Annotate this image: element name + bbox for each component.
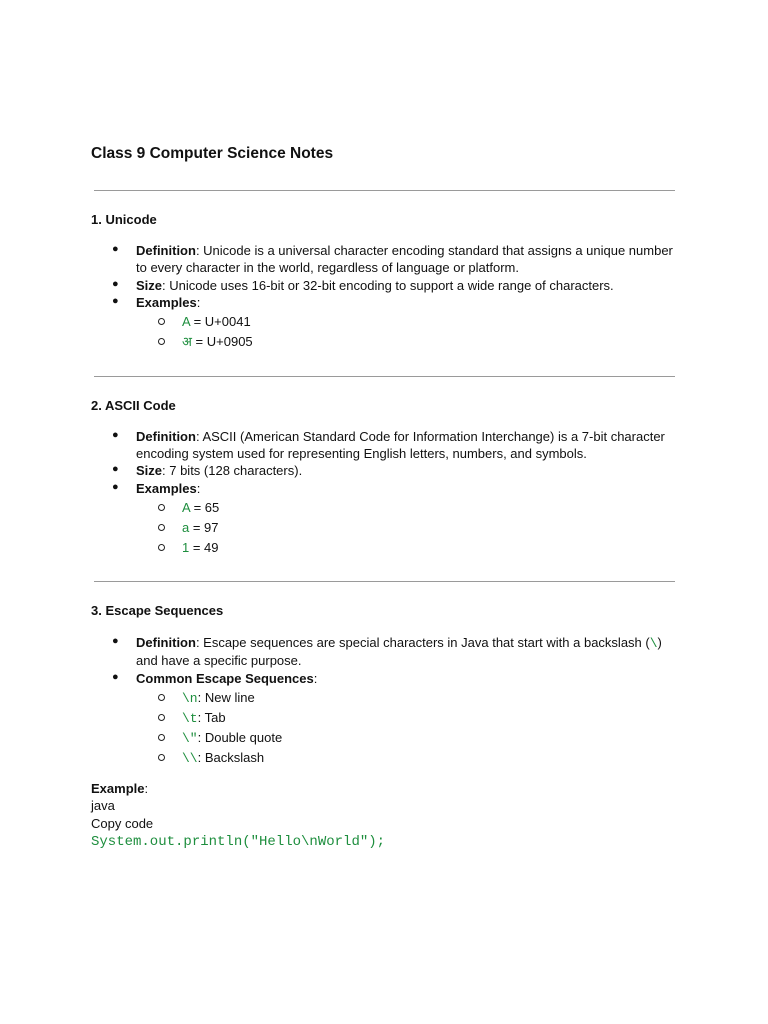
example-item (182, 519, 219, 536)
example-item (182, 539, 219, 556)
bullet-ascii-definition (136, 428, 681, 462)
bullet-text: : (313, 671, 318, 686)
example-item (182, 313, 251, 330)
bullet-text: ) and have a specific purpose. (136, 635, 662, 668)
code-snippet: System.out.println("Hello\nWorld"); (91, 834, 386, 850)
bullet-text: : (196, 295, 201, 310)
bullet-icon: ● (112, 295, 119, 307)
example-item (182, 499, 219, 516)
example-text: = U+0905 (191, 334, 253, 349)
bullet-icon: ● (112, 429, 119, 441)
bullet-label: Examples (136, 295, 197, 310)
bullet-ascii-size (136, 462, 681, 479)
example-item (182, 749, 264, 767)
example-code: A (182, 500, 190, 515)
bullet-label: Size (136, 463, 163, 478)
bullet-icon: ● (112, 635, 119, 647)
inline-code: \ (649, 636, 658, 651)
code-language: java (91, 798, 115, 813)
divider (94, 581, 675, 582)
bullet-escape-common (136, 670, 681, 687)
section-heading-ascii: 2. ASCII Code (91, 398, 176, 413)
section-heading-escape-sequences: 3. Escape Sequences (91, 603, 224, 618)
example-code: A (182, 314, 190, 329)
page-title: Class 9 Computer Science Notes (91, 145, 334, 162)
bullet-escape-definition (136, 634, 681, 669)
sub-bullet-icon (158, 734, 165, 741)
divider (94, 190, 675, 191)
example-text: : Double quote (197, 730, 283, 745)
sub-bullet-icon (158, 338, 165, 345)
copy-code-button[interactable]: Copy code (91, 816, 154, 831)
bullet-label: Size (136, 278, 163, 293)
example-code: \n (182, 691, 198, 706)
bullet-label: Common Escape Sequences (136, 671, 314, 686)
bullet-icon: ● (112, 671, 119, 683)
sub-bullet-icon (158, 714, 165, 721)
bullet-icon: ● (112, 243, 119, 255)
example-code: \\ (182, 751, 198, 766)
example-label-suffix: : (144, 781, 149, 796)
example-code: 1 (182, 540, 190, 555)
section-heading-unicode: 1. Unicode (91, 212, 157, 227)
bullet-label: Definition (136, 243, 196, 258)
bullet-ascii-examples (136, 480, 681, 497)
bullet-label: Definition (136, 635, 196, 650)
sub-bullet-icon (158, 754, 165, 761)
example-code: a (182, 520, 190, 535)
sub-bullet-icon (158, 504, 165, 511)
bullet-text: : Unicode is a universal character encoding standard that assigns a unique number to every character in the world, regardless of language or platform. (136, 243, 673, 275)
example-text: = 65 (189, 500, 220, 515)
bullet-text: : Escape sequences are special characters in Java that start with a backslash ( (195, 635, 650, 650)
example-item (182, 333, 253, 350)
example-label: Example (91, 781, 145, 796)
example-text: : New line (197, 690, 255, 705)
example-heading (91, 781, 148, 796)
bullet-text: : Unicode uses 16-bit or 32-bit encoding to support a wide range of characters. (162, 278, 614, 293)
bullet-text: : (196, 481, 201, 496)
sub-bullet-icon (158, 544, 165, 551)
example-item (182, 729, 282, 747)
example-text: = U+0041 (189, 314, 251, 329)
bullet-unicode-examples (136, 294, 681, 311)
example-text: : Tab (197, 710, 226, 725)
example-code: \" (182, 731, 198, 746)
example-code: \t (182, 711, 198, 726)
bullet-icon: ● (112, 481, 119, 493)
bullet-label: Examples (136, 481, 197, 496)
example-item (182, 689, 255, 707)
example-code: अ (182, 334, 192, 349)
example-item (182, 709, 226, 727)
divider (94, 376, 675, 377)
sub-bullet-icon (158, 318, 165, 325)
example-text: = 49 (189, 540, 219, 555)
bullet-text: : 7 bits (128 characters). (162, 463, 303, 478)
sub-bullet-icon (158, 694, 165, 701)
example-text: : Backslash (197, 750, 265, 765)
bullet-icon: ● (112, 463, 119, 475)
bullet-text: : ASCII (American Standard Code for Information Interchange) is a 7-bit character encoding system used for representing English letters, numbers, and symbols. (136, 429, 665, 461)
bullet-unicode-size (136, 277, 681, 294)
sub-bullet-icon (158, 524, 165, 531)
bullet-label: Definition (136, 429, 196, 444)
example-text: = 97 (189, 520, 219, 535)
bullet-icon: ● (112, 278, 119, 290)
bullet-unicode-definition (136, 242, 681, 276)
